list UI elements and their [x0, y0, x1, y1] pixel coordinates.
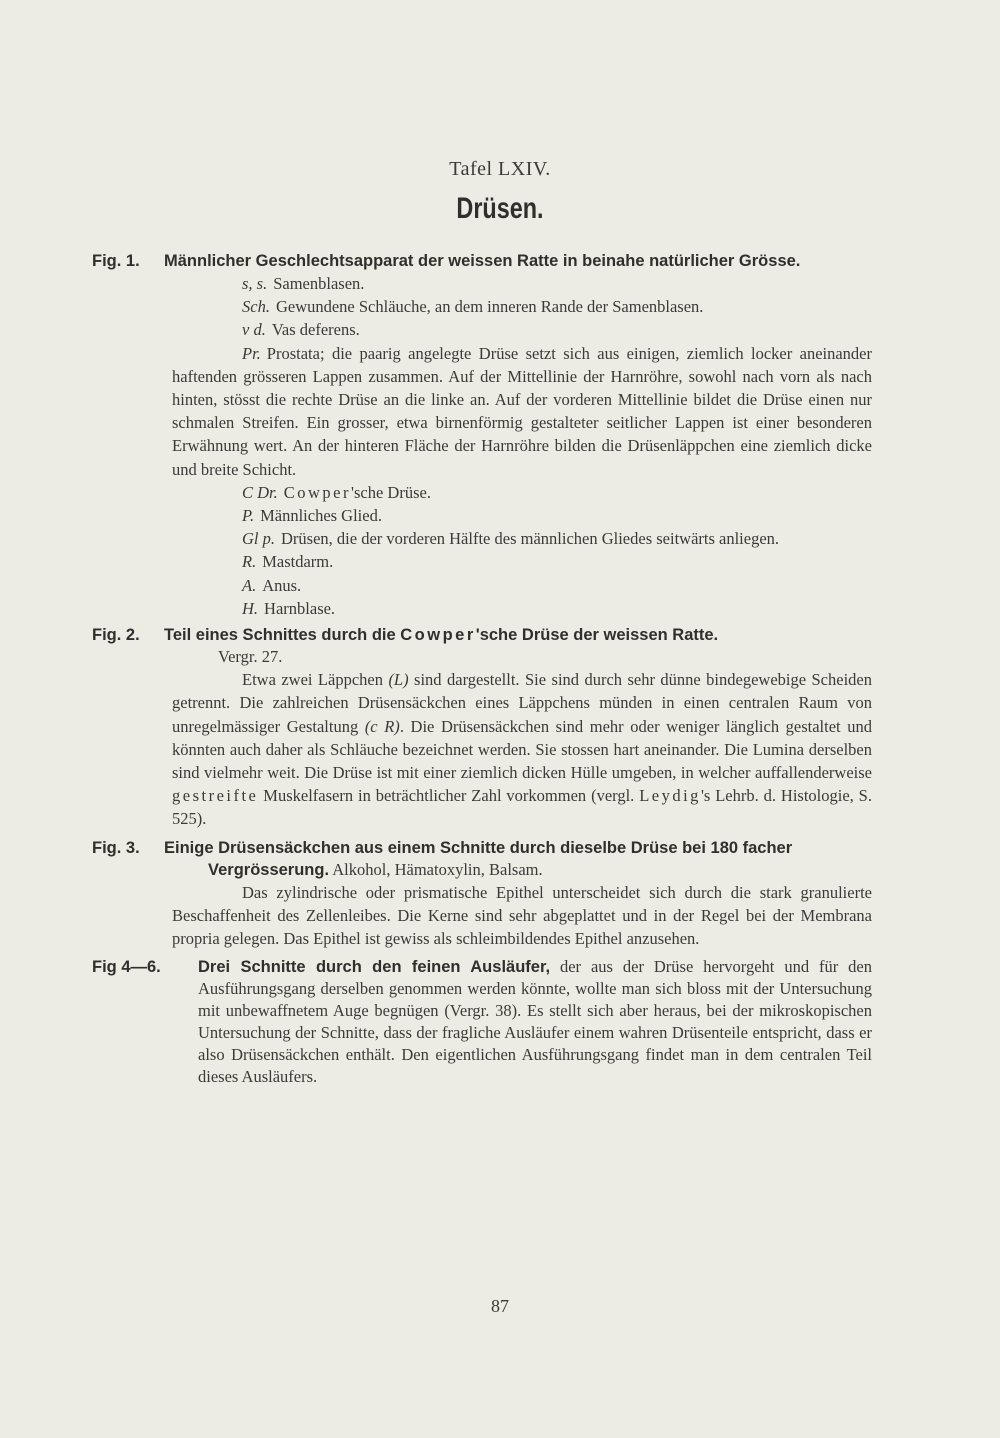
- figure-2-section: [92, 626, 872, 831]
- legend-item: [242, 295, 872, 318]
- author-name: Leydig: [639, 786, 701, 806]
- legend-abbr: A.: [242, 575, 257, 595]
- figure-2-heading: [164, 626, 718, 645]
- figure-4-6-section: [92, 956, 872, 1088]
- legend-text: Harnblase.: [264, 598, 336, 618]
- author-name: Cowper: [283, 482, 352, 502]
- body-text: . Die Drüsensäckchen sind mehr oder weniger länglich gestaltet und könnten auch daher als Schläuche bezeichnet werden. Sie stossen hart aneinander. Die Lumina derselben sind vielmehr weit. Die Drüse ist mit einer ziemlich dicken Hülle umgeben, in welcher auffallenderweise: [172, 716, 872, 783]
- figure-3-section: [92, 837, 872, 951]
- heading-part: 'sche Drüse der weissen Ratte.: [475, 626, 719, 645]
- legend-item: [242, 481, 872, 504]
- legend-item: [242, 272, 872, 295]
- figure-2-text: [172, 668, 872, 830]
- label-ref: (c R): [364, 716, 400, 736]
- magnification: Vergr. 27.: [218, 647, 283, 667]
- page-number: 87: [491, 1296, 509, 1316]
- body-text: 's Lehrb. d. Histologie, S. 525).: [172, 786, 872, 829]
- legend-text: Vas deferens.: [271, 320, 360, 340]
- document-body: [92, 250, 872, 1088]
- heading-text: Drei Schnitte durch den feinen Ausläufer,: [198, 958, 551, 977]
- legend-abbr: P.: [242, 506, 255, 526]
- body-text: sind dargestellt. Sie sind durch sehr dünne bindegewebige Scheiden getrennt. Die zahlreichen Drüsensäckchen eines Läppchens münden in einen centralen Raum von unregelmässiger Gestaltung: [172, 670, 872, 736]
- figure-1-label: Fig. 1.: [92, 252, 140, 270]
- legend-abbr: Pr.: [242, 343, 261, 363]
- figure-4-6-label: Fig 4—6.: [92, 958, 161, 977]
- heading-text: Einige Drüsensäckchen aus einem Schnitte durch dieselbe Drüse bei 180 facher Vergrösserung.: [164, 838, 793, 879]
- legend-item: [242, 318, 872, 341]
- figure-1-section: [92, 250, 872, 620]
- legend-abbr: C Dr.: [242, 482, 278, 502]
- legend-abbr: H.: [242, 598, 259, 618]
- legend-abbr: s, s.: [242, 274, 268, 293]
- legend-item-wrapped: [172, 527, 872, 550]
- label-ref: (L): [388, 670, 409, 690]
- body-text: Das zylindrische oder prismatische Epithel unterscheidet sich durch die stark granulierte Beschaffenheit des Zellenleibes. Die Kerne sind sehr abgeplattet und in der Regel bei der Membrana propria gelegen. Das Epithel ist gewiss als schleimbildendes Epithel anzusehen.: [172, 882, 872, 949]
- author-name: Cowper: [400, 626, 476, 645]
- body-text: Muskelfasern in beträchtlicher Zahl vorkommen (vergl.: [258, 786, 640, 806]
- figure-3-text: [172, 881, 872, 951]
- body-text: Etwa zwei Läppchen: [242, 670, 389, 690]
- prostata-text: Prostata; die paarig angelegte Drüse setzt sich aus einigen, ziemlich locker aneinander haftenden grösseren Lappen zusammen. Auf der Mittellinie der Harnröhre, sowohl nach vorn als nach hinten, stösst die rechte Drüse an die linke an. Auf der vorderen Mittellinie bildet die Drüse einen nur schmalen Streifen. Ein grosser, etwa birnenförmig gestalteter seitlicher Lappen ist einer besonderen Erwähnung wert. An der hinteren Fläche der Harnröhre bilden die Drüsenläppchen eine ziemlich dicke und breite Schicht.: [172, 343, 872, 479]
- figure-3-heading: [164, 837, 872, 881]
- figure-2-label: Fig. 2.: [92, 626, 140, 645]
- legend-text: Anus.: [262, 575, 302, 595]
- legend-abbr: Gl p.: [242, 529, 275, 549]
- legend-text: Gewundene Schläuche, an dem inneren Rande der Samenblasen.: [275, 297, 704, 317]
- legend-item: [242, 504, 872, 527]
- figure-3-label: Fig. 3.: [92, 838, 140, 857]
- figure-1-heading: Männlicher Geschlechtsapparat der weissen Ratte in beinahe natürlicher Grösse.: [164, 252, 801, 270]
- legend-item: [242, 550, 872, 573]
- legend-abbr: v d.: [242, 320, 266, 340]
- body-text: der aus der Drüse hervorgeht und für den Ausführungsgang derselben genommen werden könnte, wollte man sich bloss mit der Untersuchung mit unbewaffnetem Auge begnügen (Vergr. 38). Es stellt sich aber heraus, bei der mikroskopischen Untersuchung der Schnitte, dass der fragliche Ausläufer einem wahren Drüsenteile entspricht, dass er also Drüsensäckchen enthält. Den eigentlichen Ausführungsgang findet man in dem centralen Teil dieses Ausläufers.: [198, 957, 872, 1087]
- plate-number: Tafel LXIV.: [449, 158, 551, 180]
- legend-text: Samenblasen.: [273, 274, 365, 293]
- legend-text: 'sche Drüse.: [351, 482, 431, 502]
- prostata-paragraph: [172, 342, 872, 481]
- legend-text: Mastdarm.: [262, 552, 334, 572]
- figure-4-6-heading: [198, 956, 872, 1088]
- heading-part: Teil eines Schnittes durch die: [164, 626, 401, 645]
- legend-text: Männliches Glied.: [260, 506, 382, 526]
- legend-abbr: Sch.: [242, 297, 270, 317]
- legend-text: Drüsen, die der vorderen Hälfte des männlichen Gliedes seitwärts anliegen.: [281, 529, 780, 549]
- legend-item: [242, 574, 872, 597]
- legend-item: [242, 597, 872, 620]
- figure-2-body: [218, 645, 872, 668]
- legend-abbr: R.: [242, 552, 257, 572]
- emphasis-text: gestreifte: [172, 786, 259, 806]
- method-note: Alkohol, Hämatoxylin, Balsam.: [329, 859, 543, 879]
- page-title: Drüsen.: [456, 192, 544, 225]
